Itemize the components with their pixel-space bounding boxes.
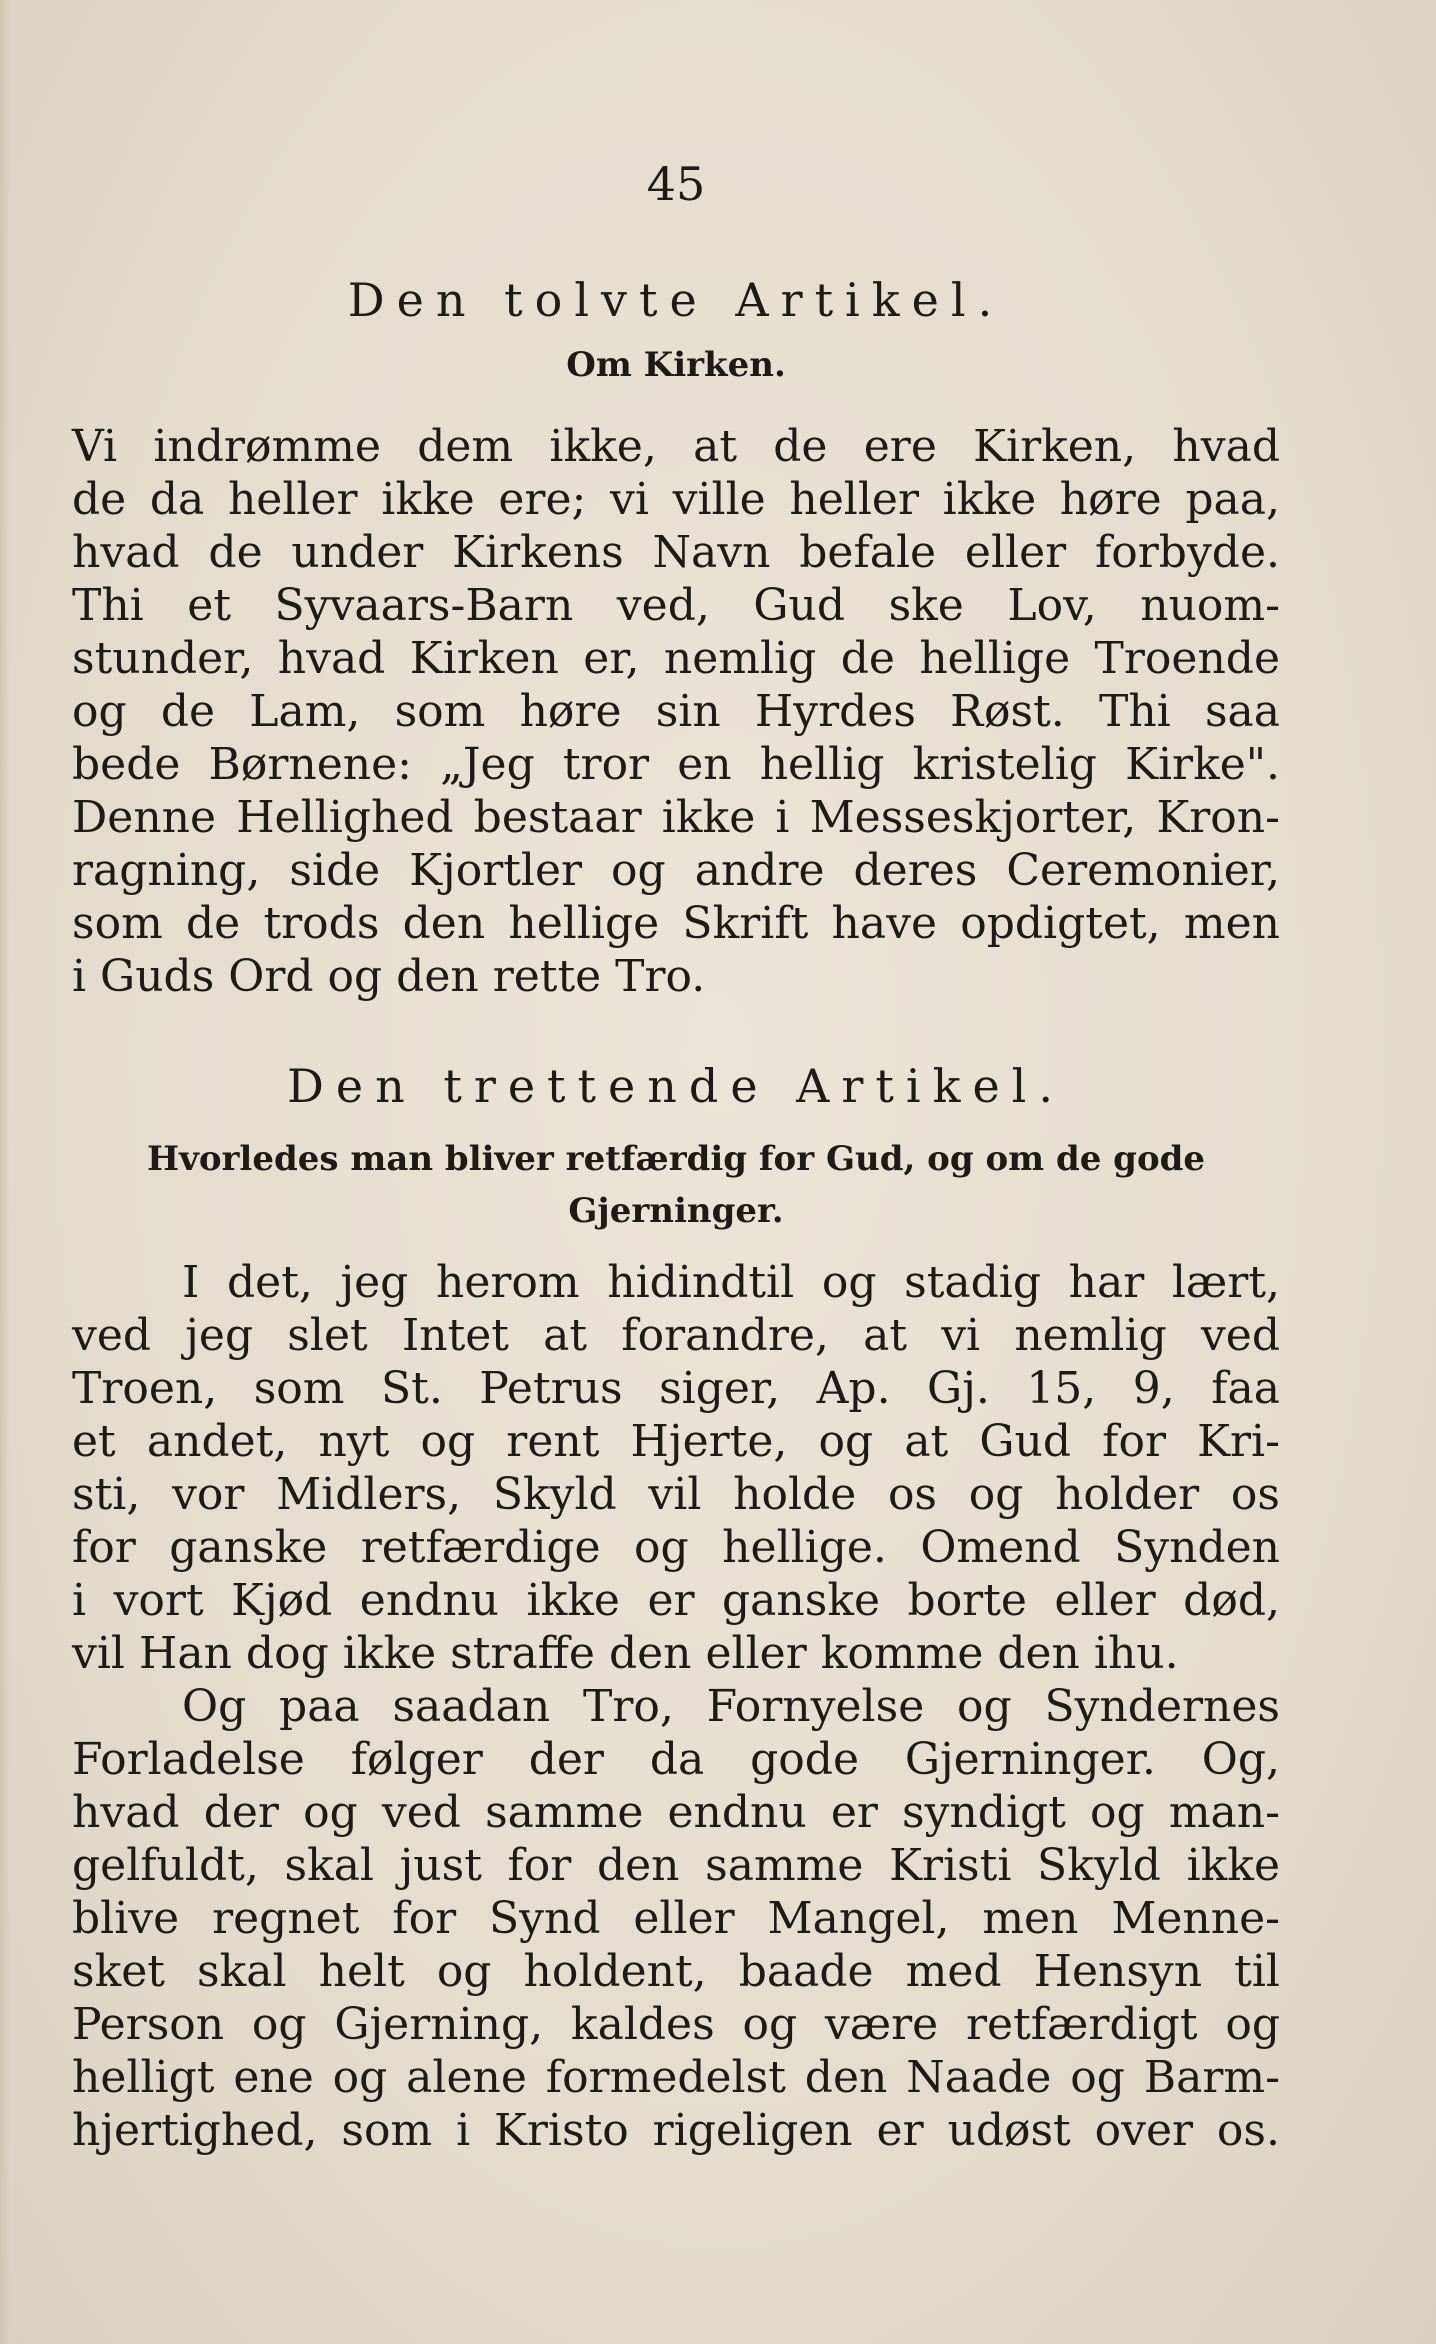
- article-13-line: et andet, nyt og rent Hjerte, og at Gud for Kri-: [72, 1416, 1280, 1467]
- article-12-line: ragning, side Kjortler og andre deres Ceremonier,: [72, 845, 1280, 896]
- article-13-line: Troen, som St. Petrus siger, Ap. Gj. 15, 9, faa: [72, 1363, 1280, 1414]
- article-12-line: bede Børnene: „Jeg tror en hellig kristelig Kirke".: [72, 739, 1280, 790]
- article-13-line: blive regnet for Synd eller Mangel, men Menne-: [72, 1893, 1280, 1944]
- article-13-line: ved jeg slet Intet at forandre, at vi nemlig ved: [72, 1310, 1280, 1361]
- article-13-line: hjertighed, som i Kristo rigeligen er udøst over os.: [72, 2105, 1280, 2156]
- page-number: 45: [646, 157, 706, 211]
- article-13-line: Og paa saadan Tro, Fornyelse og Syndernes: [182, 1681, 1280, 1732]
- article-12-line: Vi indrømme dem ikke, at de ere Kirken, hvad: [72, 421, 1280, 472]
- article-12-line: i Guds Ord og den rette Tro.: [72, 951, 706, 1002]
- article-13-line: sket skal helt og holdent, baade med Hensyn til: [72, 1946, 1280, 1997]
- article-12-heading: Den tolvte Artikel.: [347, 273, 1005, 327]
- article-12-subheading: Om Kirken.: [566, 345, 786, 385]
- article-12-line: Thi et Syvaars-Barn ved, Gud ske Lov, nuom-: [72, 580, 1280, 631]
- article-12-line: hvad de under Kirkens Navn befale eller forbyde.: [72, 527, 1280, 578]
- article-13-subheading: Hvorledes man bliver retfærdig for Gud, og om de gode: [146, 1139, 1206, 1179]
- article-12-line: som de trods den hellige Skrift have opdigtet, men: [72, 898, 1280, 949]
- article-13-heading: Den trettende Artikel.: [287, 1059, 1065, 1113]
- article-13-line: sti, vor Midlers, Skyld vil holde os og holder os: [72, 1469, 1280, 1520]
- article-13-line: hvad der og ved samme endnu er syndigt og man-: [72, 1787, 1280, 1838]
- article-13-line: Person og Gjerning, kaldes og være retfærdigt og: [72, 1999, 1280, 2050]
- article-13-line: i vort Kjød endnu ikke er ganske borte eller død,: [72, 1575, 1280, 1626]
- article-13-subheading: Gjerninger.: [568, 1191, 784, 1231]
- article-13-line: Forladelse følger der da gode Gjerninger. Og,: [72, 1734, 1280, 1785]
- article-12-line: de da heller ikke ere; vi ville heller ikke høre paa,: [72, 474, 1280, 525]
- article-13-line: I det, jeg herom hidindtil og stadig har lært,: [182, 1257, 1280, 1308]
- article-13-line: for ganske retfærdige og hellige. Omend Synden: [72, 1522, 1280, 1573]
- article-12-line: stunder, hvad Kirken er, nemlig de hellige Troende: [72, 633, 1280, 684]
- article-12-line: Denne Hellighed bestaar ikke i Messeskjorter, Kron-: [72, 792, 1280, 843]
- article-13-line: vil Han dog ikke straffe den eller komme den ihu.: [72, 1628, 1179, 1679]
- article-13-line: gelfuldt, skal just for den samme Kristi Skyld ikke: [72, 1840, 1280, 1891]
- article-12-line: og de Lam, som høre sin Hyrdes Røst. Thi saa: [72, 686, 1280, 737]
- article-13-line: helligt ene og alene formedelst den Naade og Barm-: [72, 2052, 1280, 2103]
